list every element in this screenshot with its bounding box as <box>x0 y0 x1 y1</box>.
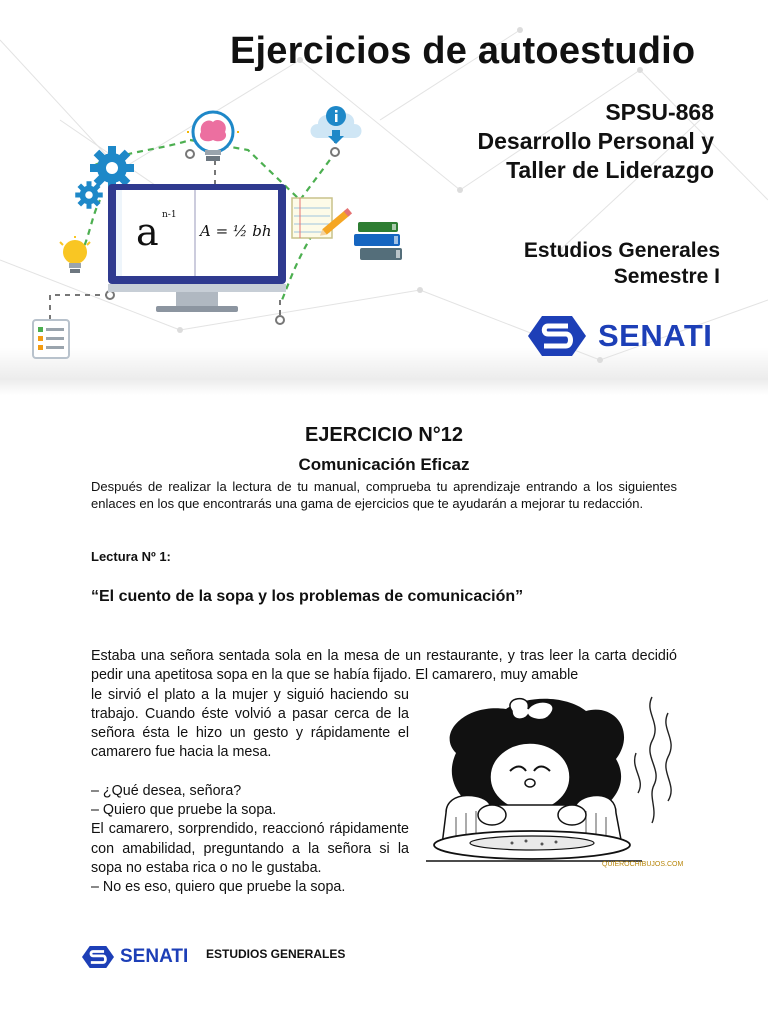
books-icon <box>352 218 406 266</box>
soup-illustration <box>416 693 682 879</box>
footer-brand-name: SENATI <box>120 946 189 967</box>
story-paragraph-1: Estaba una señora sentada sola en la mesa de un restaurante, y tras leer la carta decidió pedir una apetitosa sopa en la que se había fijado. El camarero, muy amable <box>91 648 677 684</box>
page-title: Ejercicios de autoestudio <box>230 30 696 72</box>
board-formula-exponent: n-1 <box>162 210 177 220</box>
footer-senati-logo-icon <box>82 944 114 970</box>
lightbulb-icon <box>58 236 92 278</box>
illustration-credit: QUIEROCHIBUJOS.COM <box>602 861 684 868</box>
dialogue-line-2: – Quiero que pruebe la sopa. <box>91 802 277 819</box>
brand-name: SENATI <box>598 318 713 353</box>
semester: Semestre I <box>613 265 720 288</box>
computer-monitor <box>106 182 288 318</box>
story-title: “El cuento de la sopa y los problemas de comunicación” <box>91 588 524 605</box>
small-gear-icon <box>74 180 104 210</box>
dialogue-line-1: – ¿Qué desea, señora? <box>91 782 242 799</box>
program-name: Estudios Generales <box>523 239 720 262</box>
header-banner <box>0 0 768 395</box>
brain-bulb-icon <box>187 110 239 166</box>
cloud-info-icon <box>306 104 366 148</box>
notepad-pencil-icon <box>290 196 356 242</box>
course-name-line-1: Desarrollo Personal y <box>477 128 714 154</box>
program-block <box>524 238 720 290</box>
intro-paragraph: Después de realizar la lectura de tu manual, comprueba tu aprendizaje entrando a los siguientes enlaces en los que encontrarás una gama de ejercicios que te ayudarán a mejorar tu redacción. <box>91 479 677 511</box>
senati-logo <box>528 314 712 358</box>
course-block <box>478 98 715 185</box>
checklist-icon <box>30 318 72 360</box>
footer-label: ESTUDIOS GENERALES <box>206 947 346 961</box>
course-name-line-2: Taller de Liderazgo <box>506 157 714 183</box>
senati-logo-icon <box>528 314 586 358</box>
footer-senati-logo <box>82 944 188 970</box>
story-paragraph-2: El camarero, sorprendido, reaccionó rápidamente con amabilidad, preguntando a la señora si la sopa no estaba rica o no le gustaba. <box>91 821 409 876</box>
exercise-topic: Comunicación Eficaz <box>298 455 470 474</box>
board-formula-left: a <box>136 210 159 254</box>
reading-label: Lectura Nº 1: <box>91 549 171 564</box>
course-code: SPSU-868 <box>605 99 714 125</box>
dialogue-line-3: – No es eso, quiero que pruebe la sopa. <box>91 879 346 896</box>
exercise-number: EJERCICIO N°12 <box>304 424 464 446</box>
story-paragraph-1-continued: le sirvió el plato a la mujer y siguió haciendo su trabajo. Cuando éste volvió a pasar cerca de la señora ésta le hizo un gesto y rápidamente el camarero fue hacia la mesa. <box>91 686 409 761</box>
board-formula-right: A = ½ bh <box>200 222 272 240</box>
